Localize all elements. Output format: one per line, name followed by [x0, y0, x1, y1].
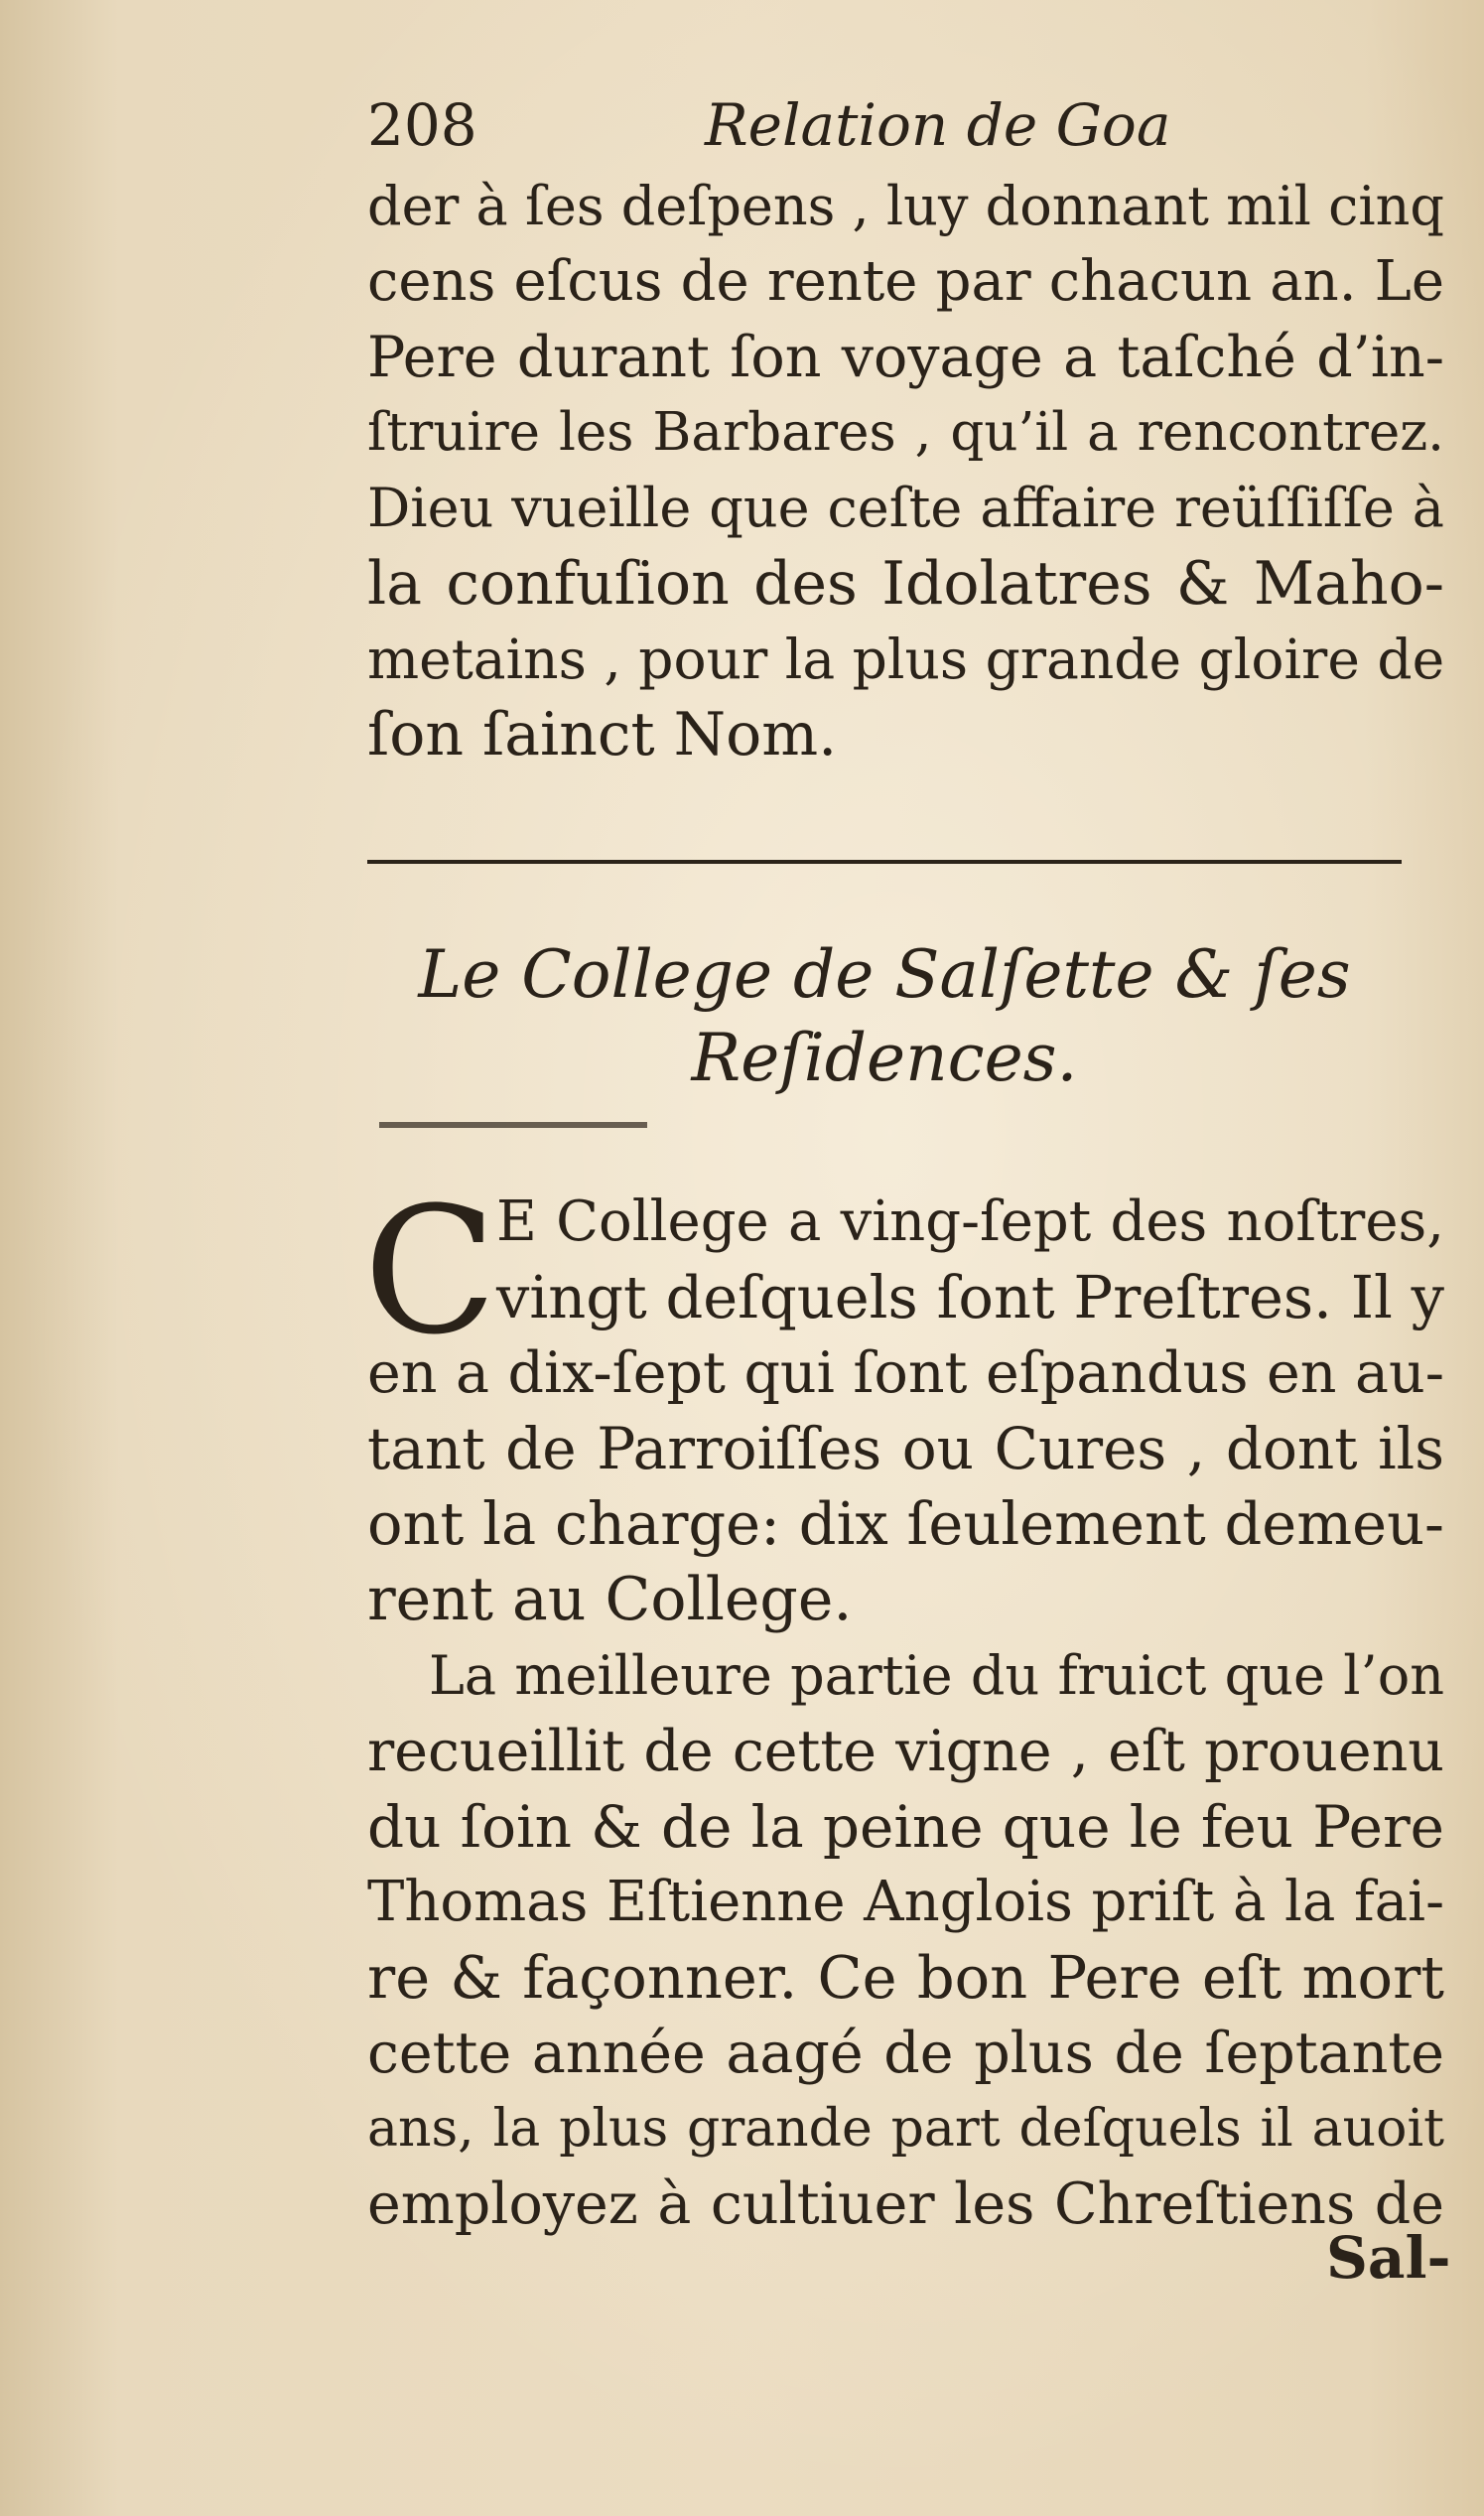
running-title: Relation de Goa	[705, 91, 1171, 159]
text-line: ans, la plus grande part deſquels il auoit	[367, 2099, 1444, 2159]
section-divider	[367, 860, 1402, 864]
ornament-rule	[379, 1122, 647, 1128]
section-title-line: Le College de Salſette & ſes	[418, 936, 1351, 1013]
page-header	[367, 91, 1261, 163]
paragraph-3	[367, 1638, 1444, 2242]
page-number: 208	[367, 91, 477, 159]
text-line: La meilleure partie du fruict que l’on	[429, 1644, 1444, 1707]
section-title-line: Reſidences.	[691, 1020, 1078, 1096]
text-line: rent au College.	[367, 1565, 853, 1634]
text-line: der à ſes deſpens , luy donnant mil cinq	[367, 175, 1444, 237]
text-line: tant de Parroiſſes ou Cures , dont ils	[367, 1415, 1444, 1482]
text-line: ſtruire les Barbares , qu’il a rencontrez.	[367, 402, 1444, 463]
text-line: Thomas Eſtienne Anglois priſt à la fai-	[367, 1870, 1444, 1934]
drop-cap: C	[363, 1170, 497, 1373]
text-line: cens eſcus de rente par chacun an. Le	[367, 249, 1444, 314]
text-line: ſon ſainct Nom.	[367, 700, 838, 769]
text-line: metains , pour la plus grande gloire de	[367, 628, 1445, 691]
text-line: cette année aagé de plus de ſeptante	[367, 2021, 1444, 2086]
paragraph-1	[367, 169, 1444, 772]
paragraph-2-opening	[496, 1185, 1444, 1335]
text-line: employez à cultiuer les Chreſtiens de	[367, 2171, 1444, 2237]
text-line: Pere durant ſon voyage a taſché d’in-	[367, 325, 1444, 390]
text-line: vingt deſquels ſont Preſtres. Il y	[496, 1263, 1444, 1331]
text-line: en a dix-ſept qui ſont eſpandus en au-	[367, 1340, 1444, 1406]
paragraph-2	[367, 1335, 1444, 1637]
text-line: E College a ving-ſept des noſtres,	[496, 1189, 1444, 1254]
text-line: la confuſion des Idolatres & Maho-	[367, 549, 1444, 619]
text-line: recueillit de cette vigne , eſt prouenu	[367, 1719, 1444, 1784]
text-line: re & façonner. Ce bon Pere eſt mort	[367, 1943, 1444, 2012]
text-line: du ſoin & de la peine que le feu Pere	[367, 1793, 1444, 1861]
text-line: Dieu vueille que ceſte affaire reüſſiſſe à	[367, 477, 1444, 539]
text-line: ont la charge: dix ſeulement demeu-	[367, 1489, 1444, 1558]
catchword: Sal-	[1326, 2224, 1451, 2292]
section-title	[367, 933, 1402, 1100]
